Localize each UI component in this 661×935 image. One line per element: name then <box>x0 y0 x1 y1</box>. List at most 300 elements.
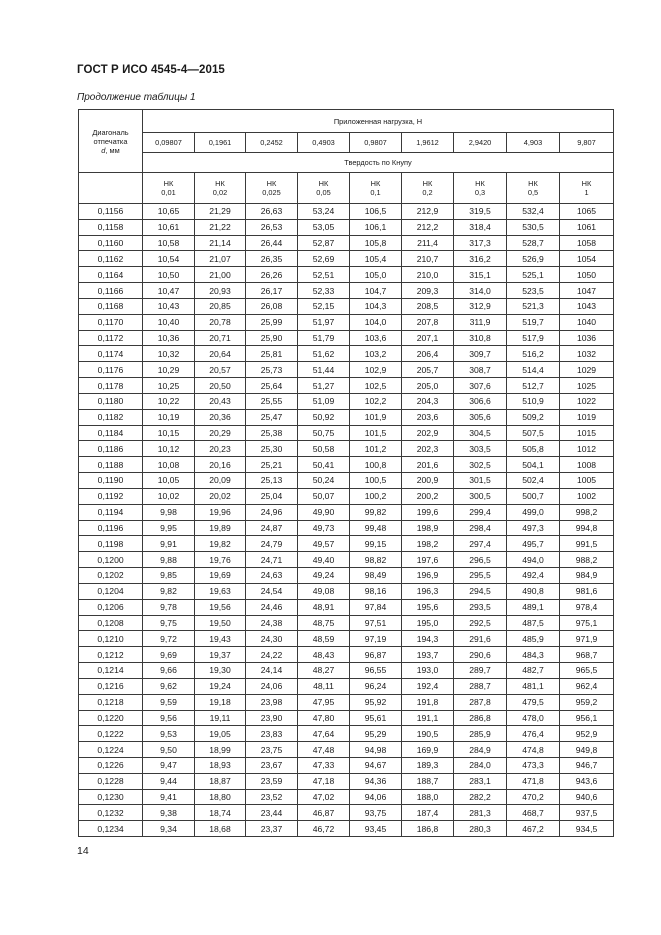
hardness-cell: 25,55 <box>246 393 298 409</box>
hardness-cell: 194,3 <box>402 631 454 647</box>
hardness-cell: 19,30 <box>195 663 246 679</box>
hardness-cell: 205,7 <box>402 362 454 378</box>
hardness-cell: 99,48 <box>350 520 402 536</box>
hardness-cell: 10,02 <box>143 488 195 504</box>
hk-load-subscript: 0,1 <box>370 188 381 197</box>
table-row <box>79 742 614 758</box>
hardness-cell: 24,14 <box>246 663 298 679</box>
diagonal-cell: 0,1160 <box>79 235 143 251</box>
hardness-cell: 988,2 <box>560 552 614 568</box>
hardness-cell: 51,97 <box>298 314 350 330</box>
hardness-cell: 23,75 <box>246 742 298 758</box>
hardness-cell: 292,5 <box>454 615 507 631</box>
hardness-cell: 481,1 <box>507 678 560 694</box>
hardness-cell: 51,62 <box>298 346 350 362</box>
hardness-cell: 9,82 <box>143 583 195 599</box>
hardness-cell: 9,69 <box>143 647 195 663</box>
hardness-cell: 290,6 <box>454 647 507 663</box>
hardness-cell: 10,47 <box>143 283 195 299</box>
hardness-cell: 18,93 <box>195 757 246 773</box>
diagonal-cell: 0,1222 <box>79 726 143 742</box>
hardness-cell: 495,7 <box>507 536 560 552</box>
hardness-cell: 49,73 <box>298 520 350 536</box>
hardness-cell: 20,43 <box>195 393 246 409</box>
diagonal-cell: 0,1216 <box>79 678 143 694</box>
hardness-cell: 47,64 <box>298 726 350 742</box>
diagonal-cell: 0,1210 <box>79 631 143 647</box>
hardness-cell: 188,7 <box>402 773 454 789</box>
hardness-cell: 102,9 <box>350 362 402 378</box>
hardness-cell: 26,35 <box>246 251 298 267</box>
hardness-cell: 476,4 <box>507 726 560 742</box>
hardness-cell: 943,6 <box>560 773 614 789</box>
table-row <box>79 346 614 362</box>
hardness-cell: 289,7 <box>454 663 507 679</box>
table-row <box>79 631 614 647</box>
hardness-cell: 1061 <box>560 219 614 235</box>
table-row <box>79 710 614 726</box>
hardness-cell: 502,4 <box>507 473 560 489</box>
table-row <box>79 204 614 220</box>
hardness-cell: 971,9 <box>560 631 614 647</box>
hardness-cell: 97,84 <box>350 599 402 615</box>
hk-scale-header <box>246 173 298 204</box>
hardness-cell: 47,95 <box>298 694 350 710</box>
hardness-cell: 1043 <box>560 298 614 314</box>
hardness-cell: 186,8 <box>402 821 454 837</box>
load-value-header: 0,9807 <box>350 133 402 153</box>
hardness-cell: 195,0 <box>402 615 454 631</box>
diagonal-cell: 0,1174 <box>79 346 143 362</box>
hardness-cell: 51,79 <box>298 330 350 346</box>
load-value-header: 2,9420 <box>454 133 507 153</box>
hardness-cell: 197,6 <box>402 552 454 568</box>
hardness-cell: 281,3 <box>454 805 507 821</box>
hardness-cell: 312,9 <box>454 298 507 314</box>
load-value-header: 0,09807 <box>143 133 195 153</box>
hardness-cell: 467,2 <box>507 821 560 837</box>
hardness-cell: 18,74 <box>195 805 246 821</box>
hardness-cell: 21,22 <box>195 219 246 235</box>
hardness-cell: 305,6 <box>454 409 507 425</box>
table-row <box>79 583 614 599</box>
diagonal-cell: 0,1164 <box>79 267 143 283</box>
hardness-cell: 288,7 <box>454 678 507 694</box>
hardness-cell: 24,87 <box>246 520 298 536</box>
hardness-cell: 47,80 <box>298 710 350 726</box>
hardness-cell: 25,47 <box>246 409 298 425</box>
hardness-cell: 509,2 <box>507 409 560 425</box>
hardness-cell: 25,04 <box>246 488 298 504</box>
hardness-cell: 471,8 <box>507 773 560 789</box>
hardness-cell: 93,45 <box>350 821 402 837</box>
hardness-cell: 284,0 <box>454 757 507 773</box>
hardness-cell: 23,52 <box>246 789 298 805</box>
hardness-cell: 315,1 <box>454 267 507 283</box>
diagonal-cell: 0,1192 <box>79 488 143 504</box>
hardness-cell: 24,63 <box>246 568 298 584</box>
table-row <box>79 314 614 330</box>
hardness-cell: 9,78 <box>143 599 195 615</box>
table-row <box>79 441 614 457</box>
diagonal-cell: 0,1188 <box>79 457 143 473</box>
hardness-cell: 48,59 <box>298 631 350 647</box>
diagonal-cell: 0,1200 <box>79 552 143 568</box>
hardness-cell: 19,43 <box>195 631 246 647</box>
diagonal-header <box>79 110 143 173</box>
hardness-cell: 309,7 <box>454 346 507 362</box>
hardness-cell: 318,4 <box>454 219 507 235</box>
hardness-cell: 10,08 <box>143 457 195 473</box>
hardness-cell: 169,9 <box>402 742 454 758</box>
hardness-cell: 94,36 <box>350 773 402 789</box>
hardness-cell: 52,33 <box>298 283 350 299</box>
table-row <box>79 663 614 679</box>
hardness-cell: 51,09 <box>298 393 350 409</box>
load-value-header: 1,9612 <box>402 133 454 153</box>
hardness-cell: 102,2 <box>350 393 402 409</box>
hardness-cell: 199,6 <box>402 504 454 520</box>
hardness-cell: 308,7 <box>454 362 507 378</box>
hk-load-subscript: 0,5 <box>527 188 539 197</box>
hardness-cell: 19,69 <box>195 568 246 584</box>
hardness-cell: 940,6 <box>560 789 614 805</box>
hardness-cell: 52,87 <box>298 235 350 251</box>
hardness-cell: 291,6 <box>454 631 507 647</box>
hardness-cell: 10,54 <box>143 251 195 267</box>
hardness-cell: 99,82 <box>350 504 402 520</box>
hardness-cell: 492,4 <box>507 568 560 584</box>
hk-scale-header <box>195 173 246 204</box>
hk-label: НК <box>215 179 225 188</box>
hardness-cell: 10,29 <box>143 362 195 378</box>
hardness-cell: 512,7 <box>507 378 560 394</box>
hardness-cell: 24,22 <box>246 647 298 663</box>
hardness-cell: 297,4 <box>454 536 507 552</box>
hardness-cell: 18,68 <box>195 821 246 837</box>
hardness-cell: 202,9 <box>402 425 454 441</box>
hardness-cell: 10,22 <box>143 393 195 409</box>
hardness-cell: 10,25 <box>143 378 195 394</box>
hk-scale-header <box>402 173 454 204</box>
diagonal-cell: 0,1202 <box>79 568 143 584</box>
hardness-cell: 95,29 <box>350 726 402 742</box>
hardness-cell: 468,7 <box>507 805 560 821</box>
hk-load-subscript: 0,025 <box>262 188 281 197</box>
load-value-header: 9,807 <box>560 133 614 153</box>
diagonal-cell: 0,1166 <box>79 283 143 299</box>
hardness-cell: 9,34 <box>143 821 195 837</box>
hardness-cell: 21,29 <box>195 204 246 220</box>
diagonal-cell: 0,1170 <box>79 314 143 330</box>
hardness-cell: 201,6 <box>402 457 454 473</box>
knoop-hardness-table <box>78 109 614 837</box>
hardness-cell: 1040 <box>560 314 614 330</box>
hardness-cell: 998,2 <box>560 504 614 520</box>
hardness-cell: 478,0 <box>507 710 560 726</box>
hardness-cell: 196,9 <box>402 568 454 584</box>
hardness-cell: 473,3 <box>507 757 560 773</box>
hardness-cell: 10,19 <box>143 409 195 425</box>
hardness-cell: 96,24 <box>350 678 402 694</box>
hardness-cell: 210,7 <box>402 251 454 267</box>
hardness-cell: 302,5 <box>454 457 507 473</box>
hardness-cell: 19,89 <box>195 520 246 536</box>
hardness-cell: 9,88 <box>143 552 195 568</box>
hk-load-subscript: 1 <box>584 188 589 197</box>
hardness-cell: 484,3 <box>507 647 560 663</box>
hk-load-subscript: 0,02 <box>212 188 228 197</box>
hardness-cell: 20,93 <box>195 283 246 299</box>
hardness-cell: 528,7 <box>507 235 560 251</box>
hardness-cell: 20,02 <box>195 488 246 504</box>
hardness-cell: 20,85 <box>195 298 246 314</box>
hardness-cell: 310,8 <box>454 330 507 346</box>
hardness-cell: 293,5 <box>454 599 507 615</box>
hardness-cell: 1008 <box>560 457 614 473</box>
diagonal-cell: 0,1172 <box>79 330 143 346</box>
hardness-cell: 212,2 <box>402 219 454 235</box>
hardness-cell: 97,19 <box>350 631 402 647</box>
hardness-cell: 10,36 <box>143 330 195 346</box>
diagonal-cell: 0,1176 <box>79 362 143 378</box>
hardness-cell: 94,98 <box>350 742 402 758</box>
hardness-cell: 470,2 <box>507 789 560 805</box>
hardness-cell: 504,1 <box>507 457 560 473</box>
diagonal-cell: 0,1208 <box>79 615 143 631</box>
hardness-cell: 10,32 <box>143 346 195 362</box>
hardness-cell: 191,8 <box>402 694 454 710</box>
hardness-cell: 9,62 <box>143 678 195 694</box>
diagonal-cell: 0,1234 <box>79 821 143 837</box>
hardness-cell: 24,71 <box>246 552 298 568</box>
hardness-cell: 25,90 <box>246 330 298 346</box>
table-row <box>79 805 614 821</box>
load-header: Приложенная нагрузка, Н <box>143 110 614 133</box>
hk-label: НК <box>475 179 485 188</box>
hardness-cell: 23,90 <box>246 710 298 726</box>
diagonal-cell: 0,1212 <box>79 647 143 663</box>
hardness-cell: 1032 <box>560 346 614 362</box>
hardness-cell: 24,38 <box>246 615 298 631</box>
hk-scale-header <box>454 173 507 204</box>
table-row <box>79 393 614 409</box>
hardness-cell: 314,0 <box>454 283 507 299</box>
hardness-cell: 311,9 <box>454 314 507 330</box>
hardness-cell: 526,9 <box>507 251 560 267</box>
hardness-cell: 21,14 <box>195 235 246 251</box>
hardness-cell: 52,69 <box>298 251 350 267</box>
hardness-cell: 25,99 <box>246 314 298 330</box>
hardness-cell: 517,9 <box>507 330 560 346</box>
table-row <box>79 362 614 378</box>
hardness-cell: 285,9 <box>454 726 507 742</box>
hardness-cell: 97,51 <box>350 615 402 631</box>
hardness-cell: 9,59 <box>143 694 195 710</box>
hardness-cell: 21,07 <box>195 251 246 267</box>
hardness-cell: 1058 <box>560 235 614 251</box>
hardness-cell: 489,1 <box>507 599 560 615</box>
diagonal-cell: 0,1184 <box>79 425 143 441</box>
hk-scale-header <box>560 173 614 204</box>
table-row <box>79 298 614 314</box>
hardness-cell: 206,4 <box>402 346 454 362</box>
hardness-cell: 1025 <box>560 378 614 394</box>
hardness-cell: 24,06 <box>246 678 298 694</box>
hardness-cell: 9,72 <box>143 631 195 647</box>
hardness-cell: 26,17 <box>246 283 298 299</box>
hardness-cell: 10,61 <box>143 219 195 235</box>
hardness-cell: 25,21 <box>246 457 298 473</box>
hardness-cell: 9,38 <box>143 805 195 821</box>
diagonal-cell: 0,1220 <box>79 710 143 726</box>
diagonal-cell: 0,1156 <box>79 204 143 220</box>
hardness-cell: 18,87 <box>195 773 246 789</box>
table-row <box>79 599 614 615</box>
hardness-cell: 523,5 <box>507 283 560 299</box>
hardness-cell: 23,67 <box>246 757 298 773</box>
hardness-cell: 306,6 <box>454 393 507 409</box>
hk-scale-header <box>143 173 195 204</box>
hardness-cell: 9,66 <box>143 663 195 679</box>
hardness-cell: 20,09 <box>195 473 246 489</box>
hardness-cell: 282,2 <box>454 789 507 805</box>
diagonal-cell: 0,1180 <box>79 393 143 409</box>
hardness-cell: 283,1 <box>454 773 507 789</box>
hardness-cell: 48,91 <box>298 599 350 615</box>
diagonal-cell: 0,1168 <box>79 298 143 314</box>
hardness-cell: 317,3 <box>454 235 507 251</box>
hardness-cell: 532,4 <box>507 204 560 220</box>
table-row <box>79 235 614 251</box>
hardness-cell: 284,9 <box>454 742 507 758</box>
hardness-cell: 10,43 <box>143 298 195 314</box>
hardness-header: Твердость по Кнупу <box>143 153 614 173</box>
hardness-cell: 50,92 <box>298 409 350 425</box>
hardness-cell: 19,50 <box>195 615 246 631</box>
hardness-cell: 24,46 <box>246 599 298 615</box>
hardness-cell: 96,55 <box>350 663 402 679</box>
hardness-cell: 48,27 <box>298 663 350 679</box>
hardness-cell: 106,5 <box>350 204 402 220</box>
hardness-cell: 9,95 <box>143 520 195 536</box>
hardness-cell: 48,75 <box>298 615 350 631</box>
diagonal-cell: 0,1158 <box>79 219 143 235</box>
diagonal-cell: 0,1194 <box>79 504 143 520</box>
hardness-cell: 20,78 <box>195 314 246 330</box>
hardness-cell: 20,23 <box>195 441 246 457</box>
hk-scale-header <box>507 173 560 204</box>
hardness-cell: 25,81 <box>246 346 298 362</box>
hardness-cell: 50,58 <box>298 441 350 457</box>
hardness-cell: 105,8 <box>350 235 402 251</box>
hardness-cell: 981,6 <box>560 583 614 599</box>
hardness-cell: 525,1 <box>507 267 560 283</box>
hardness-cell: 304,5 <box>454 425 507 441</box>
hardness-cell: 9,91 <box>143 536 195 552</box>
hardness-cell: 20,57 <box>195 362 246 378</box>
hardness-cell: 280,3 <box>454 821 507 837</box>
hardness-cell: 209,3 <box>402 283 454 299</box>
table-row <box>79 330 614 346</box>
hardness-cell: 100,2 <box>350 488 402 504</box>
hardness-cell: 956,1 <box>560 710 614 726</box>
diagonal-cell: 0,1162 <box>79 251 143 267</box>
hardness-cell: 104,3 <box>350 298 402 314</box>
hardness-cell: 1050 <box>560 267 614 283</box>
hardness-cell: 9,75 <box>143 615 195 631</box>
hardness-cell: 50,75 <box>298 425 350 441</box>
hardness-cell: 25,13 <box>246 473 298 489</box>
hardness-cell: 189,3 <box>402 757 454 773</box>
hardness-cell: 52,15 <box>298 298 350 314</box>
hardness-cell: 1019 <box>560 409 614 425</box>
hardness-cell: 23,83 <box>246 726 298 742</box>
hardness-cell: 24,30 <box>246 631 298 647</box>
hardness-cell: 26,44 <box>246 235 298 251</box>
hardness-cell: 24,54 <box>246 583 298 599</box>
diagonal-header-line1: Диагональ <box>92 127 129 137</box>
hardness-cell: 100,8 <box>350 457 402 473</box>
table-row <box>79 568 614 584</box>
hardness-cell: 20,16 <box>195 457 246 473</box>
diagonal-cell: 0,1218 <box>79 694 143 710</box>
hardness-cell: 994,8 <box>560 520 614 536</box>
hardness-cell: 514,4 <box>507 362 560 378</box>
hardness-cell: 301,5 <box>454 473 507 489</box>
hardness-cell: 23,37 <box>246 821 298 837</box>
hardness-cell: 48,43 <box>298 647 350 663</box>
hardness-cell: 23,59 <box>246 773 298 789</box>
hardness-cell: 47,18 <box>298 773 350 789</box>
hardness-cell: 19,63 <box>195 583 246 599</box>
hardness-cell: 21,00 <box>195 267 246 283</box>
document-header: ГОСТ Р ИСО 4545-4—2015 <box>77 64 225 76</box>
diagonal-cell: 0,1186 <box>79 441 143 457</box>
hardness-cell: 50,24 <box>298 473 350 489</box>
hardness-cell: 103,6 <box>350 330 402 346</box>
hk-load-subscript: 0,05 <box>316 188 331 197</box>
hk-label: НК <box>528 179 538 188</box>
hardness-cell: 25,64 <box>246 378 298 394</box>
hk-label: НК <box>163 179 174 188</box>
hardness-cell: 20,71 <box>195 330 246 346</box>
table-row <box>79 219 614 235</box>
hardness-cell: 1005 <box>560 473 614 489</box>
hardness-cell: 19,56 <box>195 599 246 615</box>
hardness-cell: 946,7 <box>560 757 614 773</box>
hardness-cell: 212,9 <box>402 204 454 220</box>
hk-scale-header <box>350 173 402 204</box>
diagonal-cell: 0,1232 <box>79 805 143 821</box>
hardness-cell: 9,44 <box>143 773 195 789</box>
hardness-cell: 962,4 <box>560 678 614 694</box>
hardness-cell: 1029 <box>560 362 614 378</box>
hardness-cell: 968,7 <box>560 647 614 663</box>
hk-label: НК <box>422 179 433 188</box>
diagonal-cell: 0,1206 <box>79 599 143 615</box>
table-row <box>79 552 614 568</box>
hardness-cell: 51,27 <box>298 378 350 394</box>
hardness-cell: 9,50 <box>143 742 195 758</box>
hardness-cell: 316,2 <box>454 251 507 267</box>
hardness-cell: 188,0 <box>402 789 454 805</box>
hardness-cell: 202,3 <box>402 441 454 457</box>
hardness-cell: 485,9 <box>507 631 560 647</box>
hardness-cell: 106,1 <box>350 219 402 235</box>
hardness-cell: 303,5 <box>454 441 507 457</box>
hardness-cell: 26,08 <box>246 298 298 314</box>
